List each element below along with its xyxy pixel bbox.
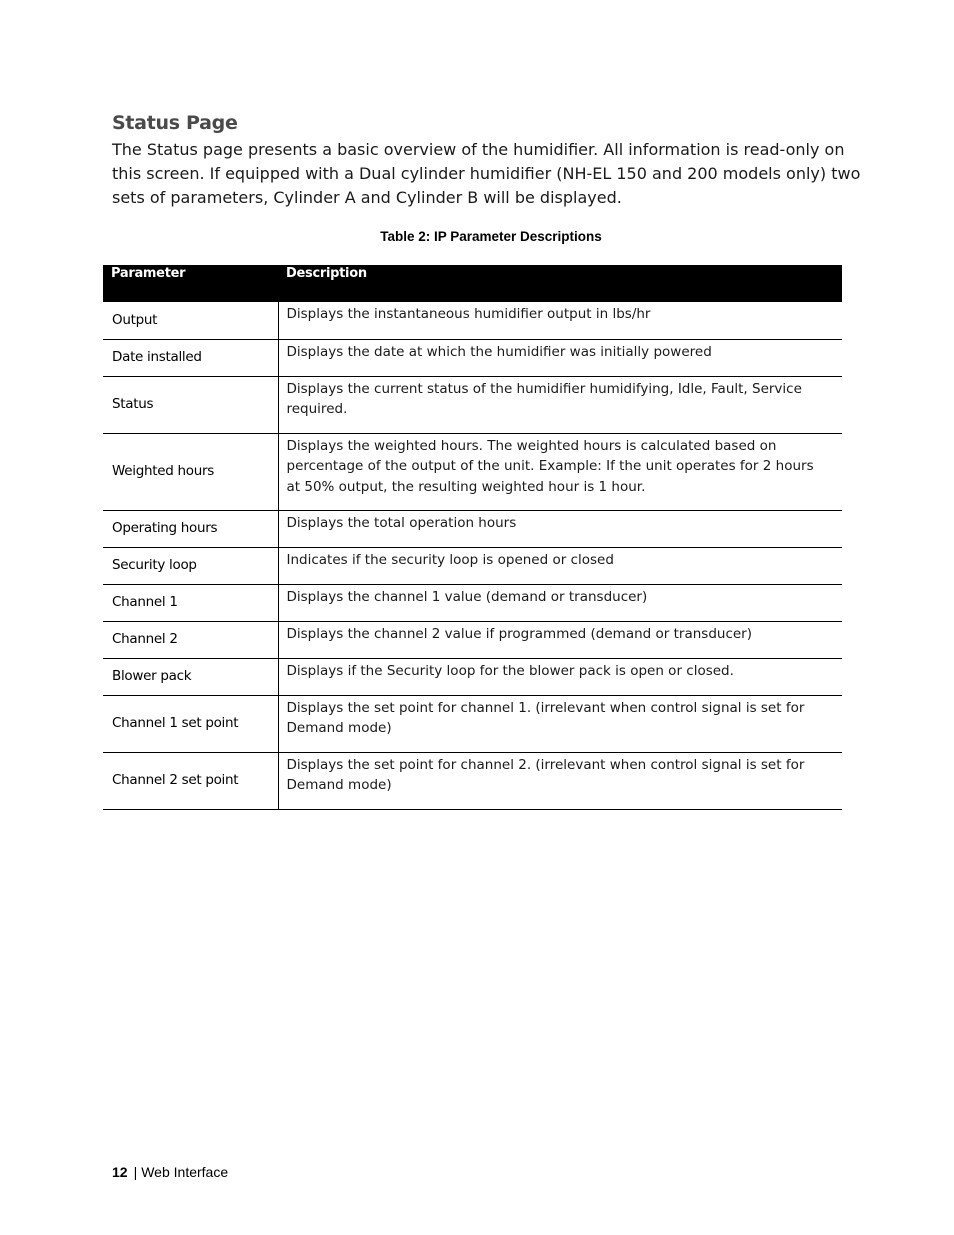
footer-section-name: Web Interface xyxy=(141,1164,229,1180)
parameter-name: Channel 2 xyxy=(103,621,278,658)
parameter-description: Displays the set point for channel 1. (irrelevant when control signal is set for Demand mode) xyxy=(278,695,842,752)
table-row xyxy=(103,584,842,621)
parameter-description: Displays the instantaneous humidifier output in lbs/hr xyxy=(278,302,842,339)
table-row xyxy=(103,621,842,658)
table-row xyxy=(103,433,842,510)
intro-paragraph: The Status page presents a basic overview of the humidifier. All information is read-only on this screen. If equipped with a Dual cylinder humidifier (NH-EL 150 and 200 models only) two sets of parameters, Cylinder A and Cylinder B will be displayed. xyxy=(112,140,861,207)
parameter-table xyxy=(103,265,842,810)
parameter-description: Displays the weighted hours. The weighted hours is calculated based on percentage of the output of the unit. Example: If the unit operates for 2 hours at 50% output, the resulting weighted hour is 1 hour. xyxy=(278,433,842,510)
table-row xyxy=(103,302,842,339)
parameter-name: Status xyxy=(103,376,278,433)
table-row xyxy=(103,547,842,584)
parameter-description: Displays the total operation hours xyxy=(278,510,842,547)
parameter-name: Output xyxy=(103,302,278,339)
parameter-name: Weighted hours xyxy=(103,433,278,510)
parameter-description: Displays the channel 2 value if programmed (demand or transducer) xyxy=(278,621,842,658)
parameter-description: Indicates if the security loop is opened or closed xyxy=(278,547,842,584)
parameter-name: Channel 1 xyxy=(103,584,278,621)
parameter-description: Displays if the Security loop for the blower pack is open or closed. xyxy=(278,658,842,695)
parameter-description: Displays the set point for channel 2. (irrelevant when control signal is set for Demand mode) xyxy=(278,752,842,809)
table-caption: Table 2: IP Parameter Descriptions xyxy=(380,229,602,244)
parameter-name: Date installed xyxy=(103,339,278,376)
table-row xyxy=(103,752,842,809)
header-parameter: Parameter xyxy=(103,265,278,302)
page-number: 12 xyxy=(112,1164,128,1180)
parameter-name: Blower pack xyxy=(103,658,278,695)
table-row xyxy=(103,339,842,376)
table-row xyxy=(103,658,842,695)
footer-separator: | xyxy=(133,1164,138,1180)
parameter-name: Operating hours xyxy=(103,510,278,547)
parameter-name: Channel 1 set point xyxy=(103,695,278,752)
page-footer xyxy=(112,1164,228,1180)
header-description: Description xyxy=(278,265,842,302)
section-title: Status Page xyxy=(112,112,238,134)
table-header-row xyxy=(103,265,842,302)
table-row xyxy=(103,376,842,433)
parameter-description: Displays the channel 1 value (demand or transducer) xyxy=(278,584,842,621)
parameter-description: Displays the current status of the humidifier humidifying, Idle, Fault, Service required. xyxy=(278,376,842,433)
table-row xyxy=(103,510,842,547)
table-row xyxy=(103,695,842,752)
parameter-description: Displays the date at which the humidifier was initially powered xyxy=(278,339,842,376)
parameter-name: Channel 2 set point xyxy=(103,752,278,809)
parameter-name: Security loop xyxy=(103,547,278,584)
